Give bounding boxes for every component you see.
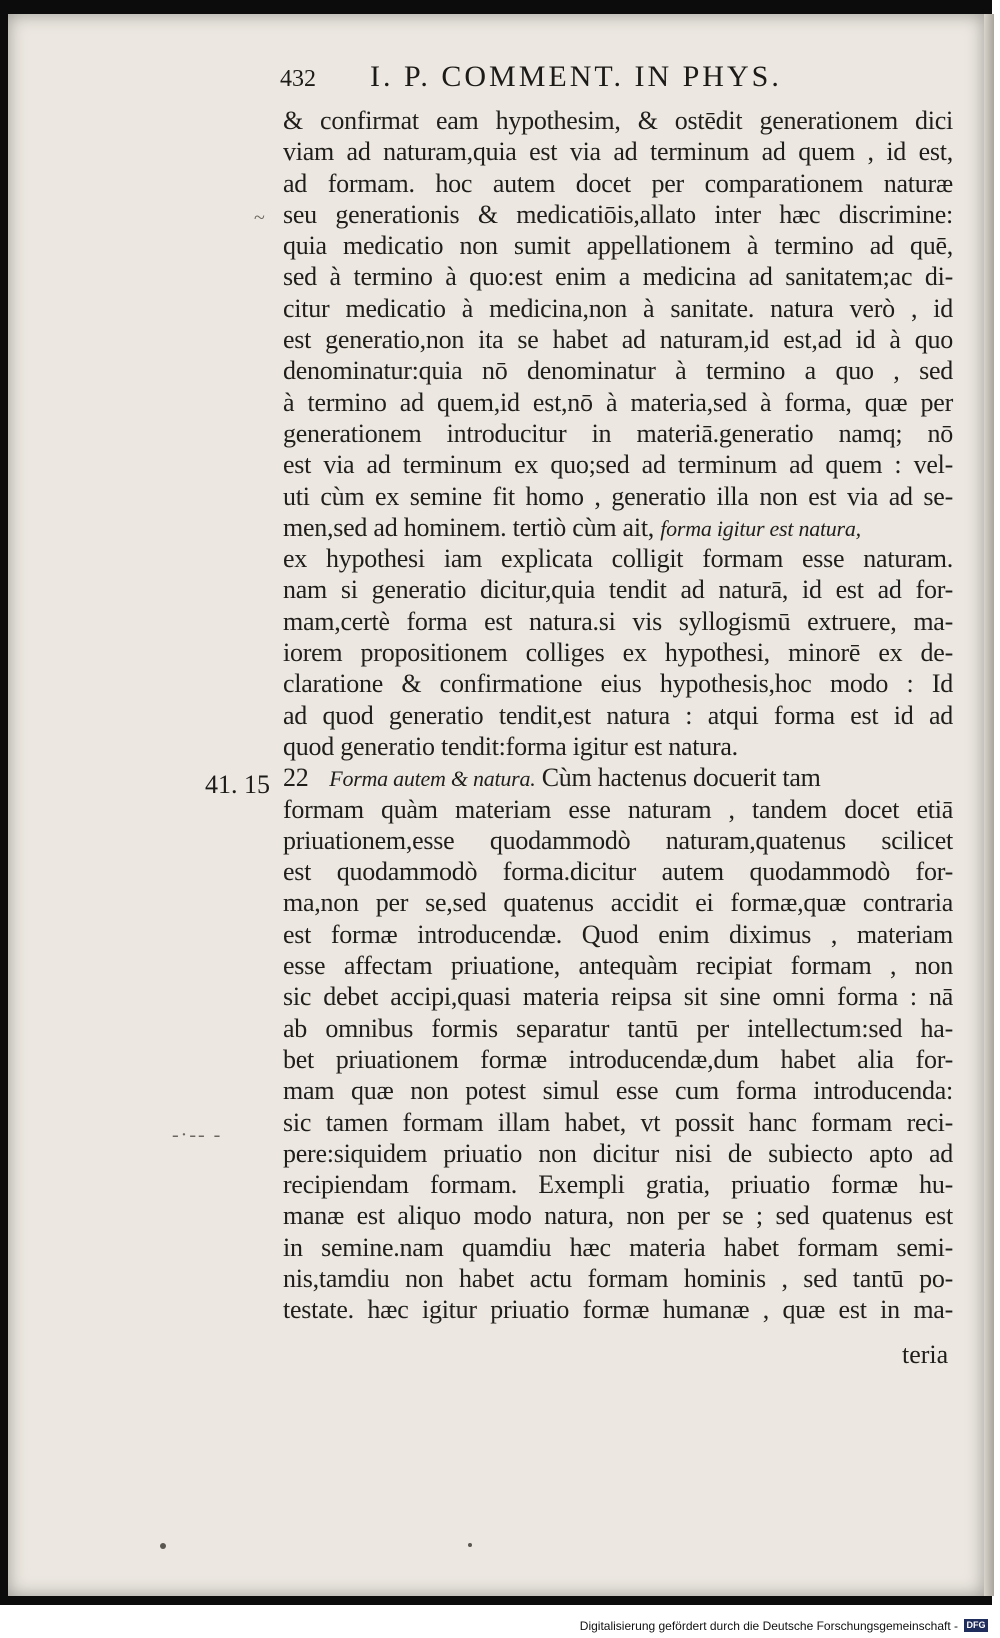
section-start-line	[283, 762, 953, 793]
text-line: denominatur:quia nō denominatur à termino a quo , sed	[283, 356, 953, 386]
section-number: 22	[283, 763, 309, 793]
page-number: 432	[280, 66, 316, 92]
footer-credit: Digitalisierung gefördert durch die Deutsche Forschungsgemeinschaft -	[579, 1618, 958, 1633]
marginal-reference: 41. 15	[205, 770, 270, 799]
lemma-quotation: Forma autem & natura.	[329, 766, 536, 792]
text-line: ab omnibus formis separatur tantū per intellectum:sed ha-	[283, 1013, 953, 1043]
marginal-pointer-mark: ~	[254, 207, 265, 229]
body-text	[283, 105, 953, 1326]
catchword: teria	[902, 1340, 949, 1369]
text-line: in semine.nam quamdiu hæc materia habet formam semi-	[283, 1232, 953, 1262]
text-line: iorem propositionem colliges ex hypothesi, minorē ex de-	[283, 638, 953, 668]
page-header	[280, 60, 880, 100]
text-line: viam ad naturam,quia est via ad terminum ad quem , id est,	[283, 137, 953, 167]
text-line: mam quæ non potest simul esse cum forma introducenda:	[283, 1076, 953, 1106]
text-line: ex hypothesi iam explicata colligit formam esse naturam.	[283, 544, 953, 574]
text-line: est generatio,non ita se habet ad naturam,id est,ad id à quo	[283, 325, 953, 355]
page-edge	[984, 14, 994, 1596]
text-segment: Cùm hactenus docuerit tam	[541, 763, 821, 793]
running-title: I. P. COMMENT. IN PHYS.	[370, 60, 782, 93]
text-line: nis,tamdiu non habet actu formam hominis , sed tantū po-	[283, 1263, 953, 1293]
text-line: claratione & confirmatione eius hypothesis,hoc modo : Id	[283, 669, 953, 699]
text-line: & confirmat eam hypothesim, & ostēdit generationem dici	[283, 106, 953, 135]
text-line: quia medicatio non sumit appellationem à termino ad quē,	[283, 231, 953, 261]
text-line: à termino ad quem,id est,nō à materia,sed à forma, quæ per	[283, 387, 953, 417]
text-line: quod generatio tendit:forma igitur est natura.	[283, 731, 738, 761]
text-line: seu generationis & medicatiōis,allato inter hæc discrimine:	[283, 199, 953, 229]
dfg-logo-icon: DFG	[964, 1619, 988, 1632]
text-line: ad quod generatio tendit,est natura : atqui forma est id ad	[283, 700, 953, 730]
text-line: ma,non per se,sed quatenus accidit ei formæ,quæ contraria	[283, 888, 953, 918]
text-line: pere:siquidem priuatio non dicitur nisi de subiecto apto ad	[283, 1138, 953, 1168]
marginal-dash-mark: -·-- -	[172, 1124, 223, 1146]
text-line: est formæ introducendæ. Quod enim diximus , materiam	[283, 919, 953, 949]
text-line: mam,certè forma est natura.si vis syllogismū extruere, ma-	[283, 606, 953, 636]
text-line: formam quàm materiam esse naturam , tandem docet etiā	[283, 794, 953, 824]
text-line: esse affectam priuatione, antequàm recipiat formam , non	[283, 951, 953, 981]
text-line: recipiendam formam. Exempli gratia, priuatio formæ hu-	[283, 1170, 953, 1200]
text-line: nam si generatio dicitur,quia tendit ad naturā, id est ad for-	[283, 575, 953, 605]
text-line: testate. hæc igitur priuatio formæ humanæ , quæ est in ma-	[283, 1295, 953, 1325]
text-line: sic tamen formam illam habet, vt possit hanc formam reci-	[283, 1107, 953, 1137]
text-line: priuationem,esse quodammodò naturam,quatenus scilicet	[283, 825, 953, 855]
text-line: manæ est aliquo modo natura, non per se ; sed quatenus est	[283, 1201, 953, 1231]
text-line: ad formam. hoc autem docet per comparationem naturæ	[283, 168, 953, 198]
text-line: sic debet accipi,quasi materia reipsa sit sine omni forma : nā	[283, 982, 953, 1012]
text-line: uti cùm ex semine fit homo , generatio illa non est via ad se-	[283, 481, 953, 511]
text-line-with-italic	[283, 512, 953, 543]
digitization-footer	[0, 1618, 992, 1638]
paper-speck	[160, 1543, 166, 1549]
text-segment: men,sed ad hominem. tertiò cùm ait,	[283, 512, 655, 542]
text-line: citur medicatio à medicina,non à sanitate. natura verò , id	[283, 293, 953, 323]
text-line: generationem introducitur in materiā.generatio namq; nō	[283, 418, 953, 448]
text-line: bet priuationem formæ introducendæ,dum habet alia for-	[283, 1044, 953, 1074]
italic-quotation: forma igitur est natura,	[660, 515, 861, 541]
paper-speck	[468, 1543, 472, 1547]
text-line: sed à termino à quo:est enim a medicina ad sanitatem;ac di-	[283, 262, 953, 292]
text-line: est via ad terminum ex quo;sed ad terminum ad quem : vel-	[283, 450, 953, 480]
text-line: est quodammodò forma.dicitur autem quodammodò for-	[283, 857, 953, 887]
